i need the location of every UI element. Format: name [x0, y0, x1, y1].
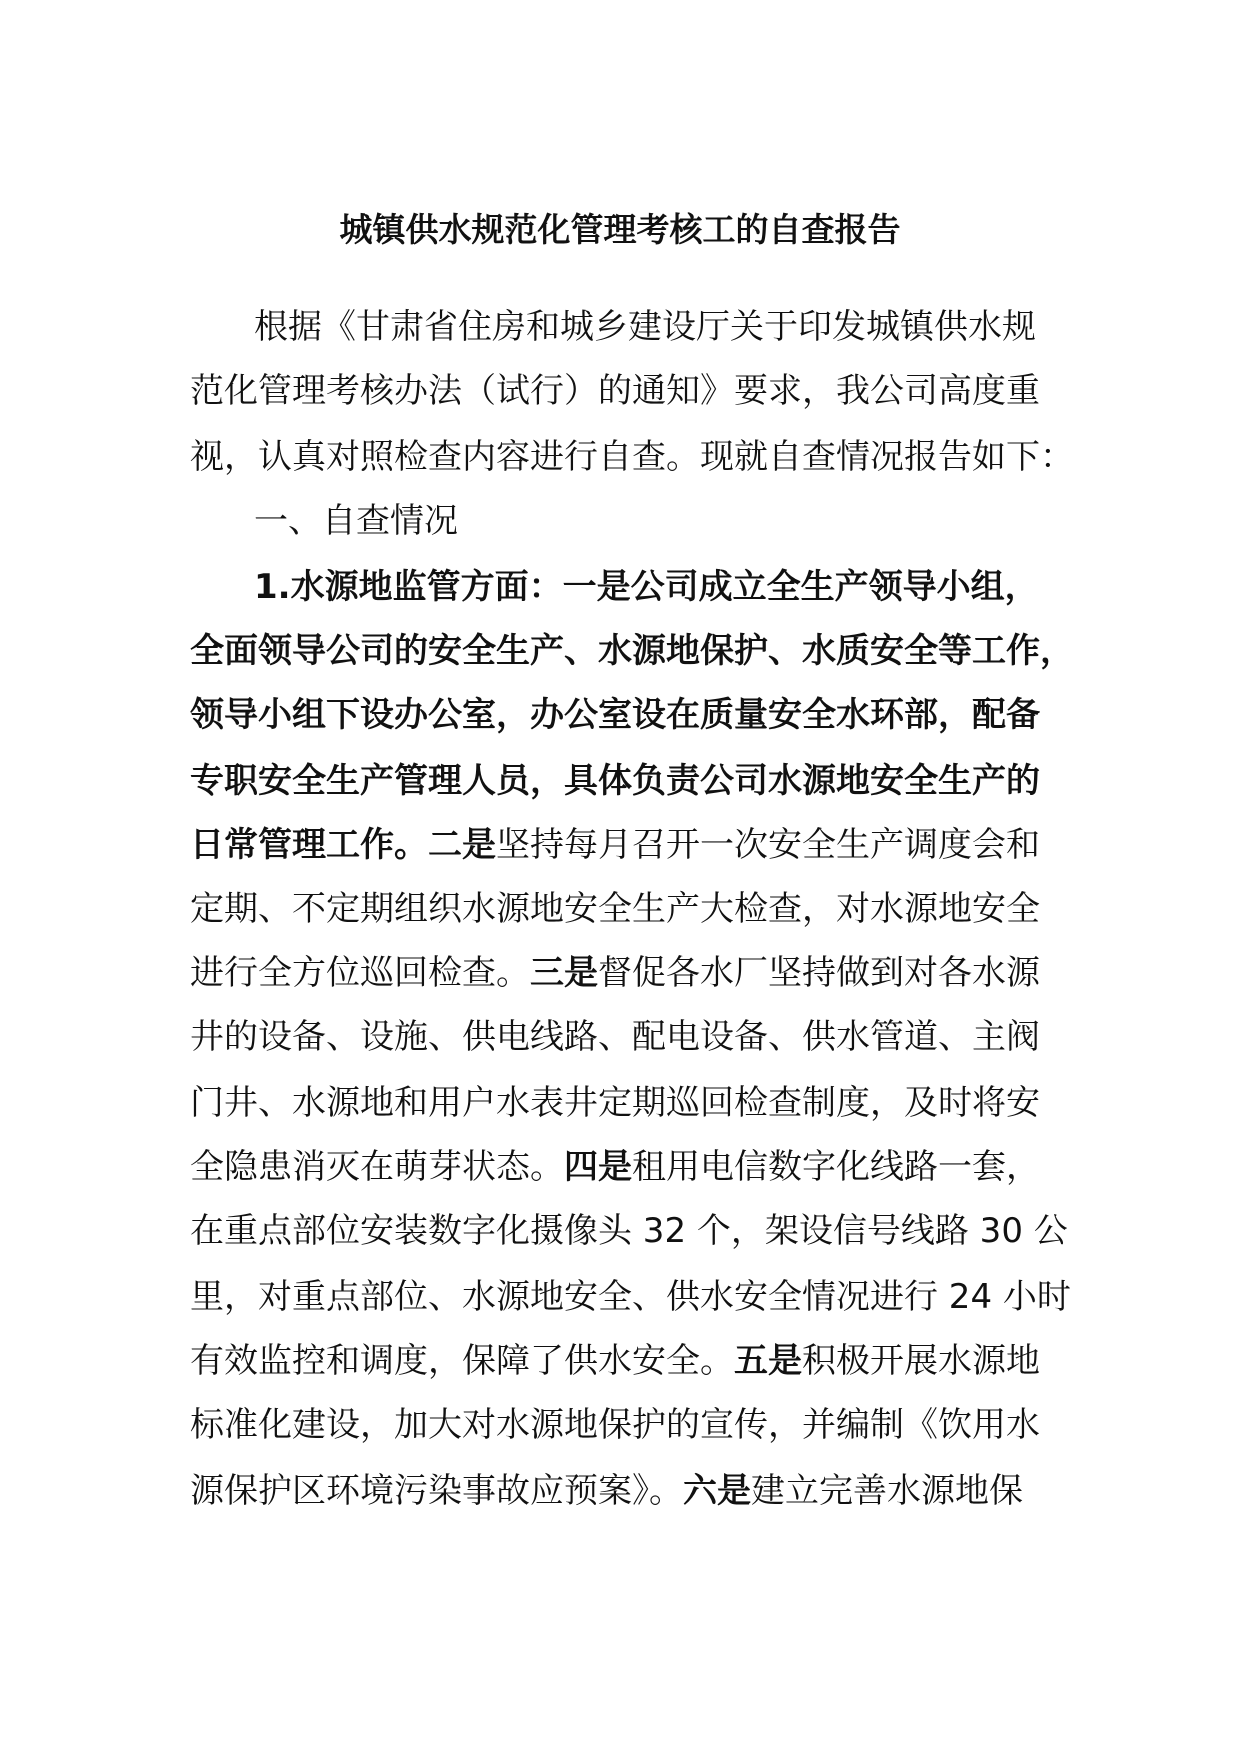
body-text: 有效监控和调度，保障了供水安全。 — [190, 1341, 734, 1381]
bold-text: 专职安全生产管理人员，具体负责公司水源地安全生产的 — [190, 761, 1040, 801]
body-text: 视，认真对照检查内容进行自查。现就自查情况报告如下： — [190, 437, 1074, 477]
body-text: 租用电信数字化线路一套， — [632, 1147, 1040, 1187]
body-text: 全隐患消灭在萌芽状态。 — [190, 1147, 564, 1187]
body-line — [254, 562, 1039, 612]
body-line — [190, 1142, 1040, 1192]
body-text: 定期、不定期组织水源地安全生产大检查，对水源地安全 — [190, 889, 1040, 929]
body-text: 进行全方位巡回检查。 — [190, 953, 530, 993]
bold-text: 全面领导公司的安全生产、水源地保护、水质安全等工作， — [190, 631, 1074, 671]
body-text: 标准化建设，加大对水源地保护的宣传，并编制《饮用水 — [190, 1405, 1040, 1445]
body-line — [190, 626, 1074, 676]
body-line — [190, 1206, 1068, 1256]
body-line — [190, 948, 1040, 998]
body-text: 督促各水厂坚持做到对各水源 — [598, 953, 1040, 993]
body-text: 门井、水源地和用户水表井定期巡回检查制度，及时将安 — [190, 1083, 1040, 1123]
body-text: 井的设备、设施、供电线路、配电设备、供水管道、主阀 — [190, 1017, 1040, 1057]
body-text: 在重点部位安装数字化摄像头 32 个，架设信号线路 30 公 — [190, 1211, 1068, 1251]
body-line — [254, 496, 458, 546]
body-line — [190, 1078, 1040, 1128]
body-line — [254, 302, 1036, 352]
document-title: 城镇供水规范化管理考核工的自查报告 — [339, 210, 901, 249]
body-line — [190, 1400, 1040, 1450]
body-text: 范化管理考核办法（试行）的通知》要求，我公司高度重 — [190, 371, 1040, 411]
body-line — [190, 1466, 1023, 1516]
bold-text: 1.水源地监管方面：一是公司成立全生产领导小组， — [254, 567, 1039, 607]
body-line — [190, 366, 1040, 416]
bold-text: 三是 — [530, 953, 598, 993]
body-text: 积极开展水源地 — [802, 1341, 1040, 1381]
body-text: 一、自查情况 — [254, 501, 458, 541]
body-text: 里，对重点部位、水源地安全、供水安全情况进行 24 小时 — [190, 1277, 1071, 1317]
body-line — [190, 432, 1074, 482]
body-line — [190, 884, 1040, 934]
body-text: 坚持每月召开一次安全生产调度会和 — [496, 825, 1040, 865]
body-text: 源保护区环境污染事故应预案》。 — [190, 1471, 683, 1511]
body-text: 根据《甘肃省住房和城乡建设厅关于印发城镇供水规 — [254, 307, 1036, 347]
bold-text: 领导小组下设办公室，办公室设在质量安全水环部，配备 — [190, 695, 1040, 735]
body-line — [190, 690, 1040, 740]
body-line — [190, 820, 1040, 870]
body-line — [190, 1012, 1040, 1062]
bold-text: 五是 — [734, 1341, 802, 1381]
body-line — [190, 1272, 1071, 1322]
bold-text: 四是 — [564, 1147, 632, 1187]
body-line — [190, 1336, 1040, 1386]
bold-text: 六是 — [683, 1471, 751, 1511]
bold-text: 日常管理工作。二是 — [190, 825, 496, 865]
body-text: 建立完善水源地保 — [751, 1471, 1023, 1511]
body-line — [190, 756, 1040, 806]
